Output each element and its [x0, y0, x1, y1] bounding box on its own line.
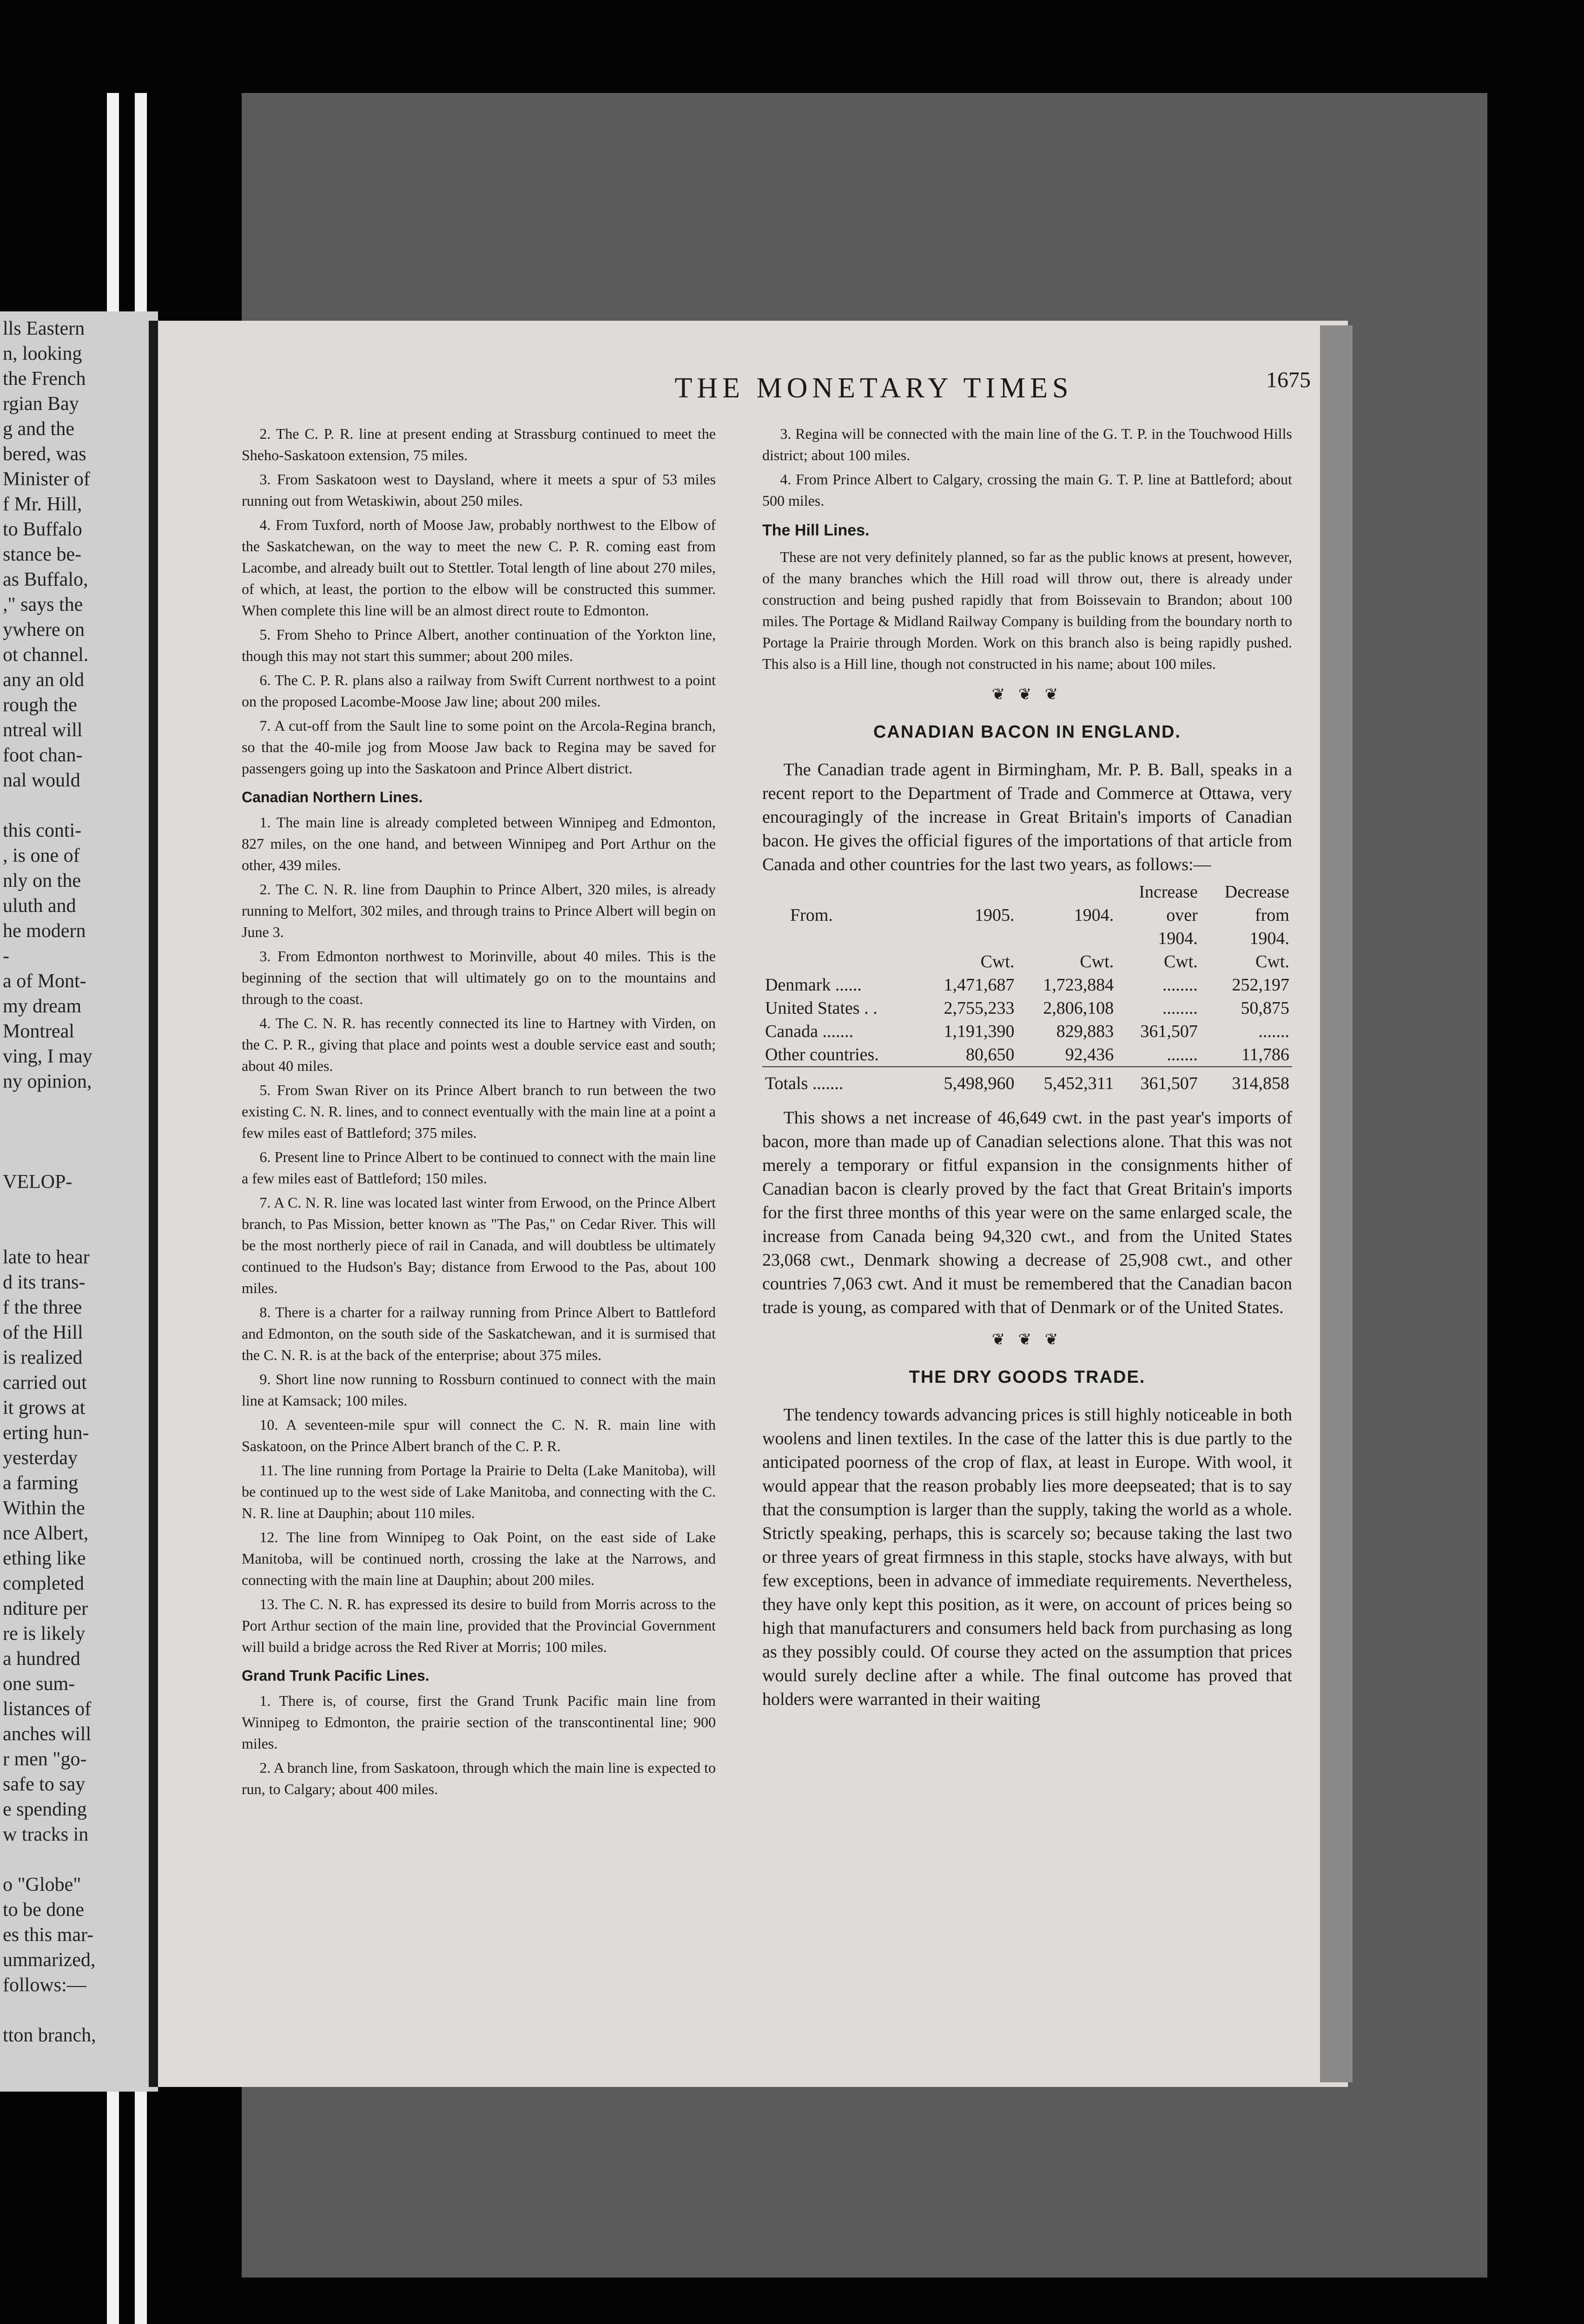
gtp-item: 4. From Prince Albert to Calgary, crossing the main G. T. P. line at Battleford; about 500 miles.	[762, 471, 1292, 509]
fragment-line: Minister of	[3, 469, 90, 490]
table-cell: .......	[1258, 1022, 1289, 1041]
cpr-item: 5. From Sheho to Prince Albert, another continuation of the Yorkton line, though this may not start this summer; about 200 miles.	[242, 626, 716, 664]
table-header-cell	[1017, 927, 1117, 950]
fragment-line: ummarized,	[3, 1949, 96, 1971]
cnr-item: 8. There is a charter for a railway running from Prince Albert to Battleford and Edmonton, on the south side of the Saskatchewan, and it is surmised that the C. N. R. is at the back of the enterprise; about 375 miles.	[242, 1304, 716, 1363]
fragment-line: d its trans-	[3, 1272, 86, 1293]
cnr-items	[242, 812, 716, 1657]
table-header-cell	[1017, 880, 1117, 904]
gtp-item: 3. Regina will be connected with the main line of the G. T. P. in the Touchwood Hills district; about 100 miles.	[762, 425, 1292, 463]
gtp-items	[242, 1690, 716, 1800]
table-row	[762, 997, 1292, 1020]
fragment-line: nal would	[3, 770, 80, 791]
dry-goods-body: The tendency towards advancing prices is still highly noticeable in both woolens and linen textiles. In the case of the latter this is due partly to the anticipated poorness of the crop of flax, at least in Europe. With wool, it would appear that the reason probably lies more deepseated; that is to say that the consumption is larger than the supply, taking the world as a whole. Strictly speaking, perhaps, this is scarcely so; because taking the last two or three years of great firmness in this staple, stocks have always, with but few exceptions, been in advance of immediate requirements. Nevertheless, they have only kept this position, as it were, on account of prices being so high that manufacturers and consumers held back from purchasing as long as they possibly could. Of course they acted on the assumption that prices would surely decline after a while. The final outcome has proved that holders were warranted in their waiting	[762, 1405, 1292, 1709]
fragment-line: my dream	[3, 996, 82, 1017]
bacon-body: This shows a net increase of 46,649 cwt. in the past year's imports of bacon, more than made up of Canadian selections alone. That this was not merely a temporary or fitful expansion in the consignments hither of Canadian bacon is clearly proved by the fact that Great Britain's imports for the first three months of this year were on the same enlarged scale, the increase from Canada being 94,320 cwt., and from the United States 23,068 cwt., Denmark showing a decrease of 25,908 cwt., and other countries 7,063 cwt. And it must be remembered that the Canadian bacon trade is young, as compared with that of Denmark or of the United States.	[762, 1108, 1292, 1317]
bacon-heading: CANADIAN BACON IN ENGLAND.	[873, 722, 1181, 742]
table-cell: 361,507	[1116, 1067, 1201, 1095]
table-header-cell: Increase	[1139, 882, 1198, 902]
fragment-line: es this mar-	[3, 1924, 94, 1946]
fragment-line: VELOP-	[3, 1171, 73, 1193]
gtp-heading: Grand Trunk Pacific Lines.	[242, 1667, 429, 1684]
table-cell: .......	[1167, 1045, 1198, 1064]
cnr-item: 2. The C. N. R. line from Dauphin to Prince Albert, 320 miles, is already running to Melfort, 302 miles, and through trains to Prince Albert will begin on June 3.	[242, 881, 716, 940]
fragment-line: rgian Bay	[3, 393, 79, 415]
table-unit-cell: Cwt.	[1164, 952, 1198, 971]
fragment-line: of the Hill	[3, 1322, 83, 1343]
previous-page-fragment	[0, 311, 158, 2092]
hill-heading: The Hill Lines.	[762, 522, 870, 539]
cnr-item: 5. From Swan River on its Prince Albert branch to run between the two existing C. N. R. lines, and to connect eventually with the main line at a point a few miles east of Battleford; 375 miles.	[242, 1082, 716, 1141]
table-header-cell	[762, 880, 918, 904]
cnr-item: 3. From Edmonton northwest to Morinville, about 40 miles. This is the beginning of the section that will ultimately go on to the mountains and through to the coast.	[242, 948, 716, 1007]
table-header-row	[762, 927, 1292, 950]
fragment-line: ething like	[3, 1548, 86, 1569]
fragment-line: f Mr. Hill,	[3, 494, 82, 515]
fragment-line: anches will	[3, 1723, 92, 1745]
table-cell: 1,723,884	[1043, 975, 1114, 995]
table-header-row	[762, 880, 1292, 904]
fragment-line: to be done	[3, 1899, 84, 1921]
fragment-line: ywhere on	[3, 619, 85, 640]
fragment-line: stance be-	[3, 544, 82, 565]
table-row	[762, 973, 1292, 997]
fragment-line: nditure per	[3, 1598, 88, 1619]
table-header-cell: 1904.	[1158, 929, 1198, 948]
fragment-line: re is likely	[3, 1623, 86, 1644]
fragment-line: erting hun-	[3, 1422, 89, 1444]
page-title: THE MONETARY TIMES	[674, 372, 1073, 404]
table-cell: 829,883	[1056, 1022, 1114, 1041]
table-cell: ........	[1162, 975, 1198, 995]
fragment-line: tton branch,	[3, 2025, 96, 2046]
fragment-line: ving, I may	[3, 1046, 92, 1067]
table-unit-row	[762, 950, 1292, 973]
fragment-line: foot chan-	[3, 745, 83, 766]
fragment-line: is realized	[3, 1347, 83, 1368]
fragment-line: carried out	[3, 1372, 87, 1393]
table-header-cell	[918, 880, 1017, 904]
bacon-import-table	[762, 880, 1292, 1095]
page-edge-shadow	[1320, 325, 1353, 2082]
fragment-line: n, looking	[3, 343, 82, 364]
cnr-item: 7. A C. N. R. line was located last winter from Erwood, on the Prince Albert branch, to Pas Mission, better known as "The Pas," on Cedar River. This will be the most northerly piece of rail in Canada, and will doubtless be ultimately continued to the Hudson's Bay; distance from Erwood to the Pas, about 100 miles.	[242, 1194, 716, 1296]
fragment-line: bered, was	[3, 443, 86, 465]
fragment-line: safe to say	[3, 1774, 86, 1795]
table-cell: 252,197	[1232, 975, 1289, 995]
section-ornament: ❦ ❦ ❦	[991, 1331, 1063, 1348]
table-cell-country: Other countries.	[765, 1045, 879, 1064]
fragment-line: as Buffalo,	[3, 569, 88, 590]
fragment-line: f the three	[3, 1297, 82, 1318]
fragment-line: completed	[3, 1573, 84, 1594]
table-header-row	[762, 904, 1292, 927]
fragment-line: listances of	[3, 1698, 92, 1720]
page-number: 1675	[1266, 368, 1311, 392]
fragment-line: w tracks in	[3, 1824, 89, 1845]
fragment-line: late to hear	[3, 1247, 90, 1268]
table-cell: 314,858	[1201, 1067, 1292, 1095]
table-unit-cell: Cwt.	[1080, 952, 1114, 971]
fragment-line: -	[3, 945, 9, 967]
fragment-line: it grows at	[3, 1397, 86, 1419]
fragment-line: the French	[3, 368, 86, 390]
section-ornament: ❦ ❦ ❦	[991, 686, 1063, 703]
table-header-cell	[762, 927, 918, 950]
fragment-line: Montreal	[3, 1021, 74, 1042]
cpr-item: 2. The C. P. R. line at present ending at Strassburg continued to meet the Sheho-Saskatoon extension, 75 miles.	[242, 425, 716, 463]
fragment-line: ," says the	[3, 594, 83, 615]
fragment-line: yesterday	[3, 1447, 78, 1469]
table-totals-row	[762, 1067, 1292, 1095]
fragment-line: this conti-	[3, 820, 82, 841]
fragment-line: rough the	[3, 694, 77, 716]
table-cell: 92,436	[1065, 1045, 1114, 1064]
fragment-line: a hundred	[3, 1648, 80, 1670]
bacon-intro: The Canadian trade agent in Birmingham, Mr. P. B. Ball, speaks in a recent report to the Department of Trade and Commerce at Ottawa, very encouragingly of the increase in Great Britain's imports of Canadian bacon. He gives the official figures of the importations of that article from Canada and other countries for the last two years, as follows:—	[762, 760, 1292, 874]
fragment-line: Within the	[3, 1498, 85, 1519]
table-unit-cell: Cwt.	[980, 952, 1015, 971]
fragment-line: r men "go-	[3, 1749, 87, 1770]
fragment-line: g and the	[3, 418, 74, 440]
fragment-line: , is one of	[3, 845, 80, 866]
table-cell: 5,498,960	[918, 1067, 1017, 1095]
table-cell: 5,452,311	[1017, 1067, 1117, 1095]
dry-goods-heading: THE DRY GOODS TRADE.	[909, 1367, 1146, 1387]
cnr-item: 10. A seventeen-mile spur will connect the C. N. R. main line with Saskatoon, on the Prince Albert branch of the C. P. R.	[242, 1416, 716, 1454]
cpr-item: 4. From Tuxford, north of Moose Jaw, probably northwest to the Elbow of the Saskatchewan, on the way to meet the new C. P. R. coming east from Lacombe, and already built out to Stettler. Total length of line about 270 miles, of which, at least, the portion to the elbow will be constructed this summer. When complete this line will be an almost direct route to Edmonton.	[242, 516, 716, 619]
fragment-line: nce Albert,	[3, 1523, 89, 1544]
fragment-line: a farming	[3, 1472, 79, 1494]
table-header-cell: 1905.	[975, 905, 1015, 925]
fragment-line: e spending	[3, 1799, 87, 1820]
table-header-cell	[918, 927, 1017, 950]
table-cell-country: Denmark ......	[765, 975, 862, 995]
gtp-item: 1. There is, of course, first the Grand Trunk Pacific main line from Winnipeg to Edmonton, the prairie section of the transcontinental line; 900 miles.	[242, 1692, 716, 1752]
table-cell-country: Totals .......	[762, 1067, 918, 1095]
table-cell: 80,650	[966, 1045, 1015, 1064]
fragment-line: he modern	[3, 920, 86, 942]
left-column	[242, 423, 716, 1802]
fragment-line: lls Eastern	[3, 318, 85, 339]
table-header-cell: 1904.	[1074, 905, 1114, 925]
fragment-line: uluth and	[3, 895, 76, 917]
table-header-cell: Decrease	[1224, 882, 1289, 902]
table-cell: 2,755,233	[944, 998, 1015, 1018]
fragment-line: ny opinion,	[3, 1071, 92, 1092]
cpr-item: 3. From Saskatoon west to Daysland, where it meets a spur of 53 miles running out from Wetaskiwin, about 250 miles.	[242, 471, 716, 509]
cnr-item: 1. The main line is already completed between Winnipeg and Edmonton, 827 miles, on the one hand, and between Winnipeg and Port Arthur on the other, 439 miles.	[242, 814, 716, 873]
table-cell: 2,806,108	[1043, 998, 1114, 1018]
table-cell: 1,471,687	[944, 975, 1015, 995]
table-cell: ........	[1162, 998, 1198, 1018]
fragment-line: to Buffalo	[3, 519, 82, 540]
cnr-heading: Canadian Northern Lines.	[242, 789, 423, 805]
cnr-item: 6. Present line to Prince Albert to be continued to connect with the main line a few miles east of Battleford; 150 miles.	[242, 1149, 716, 1187]
table-cell: 11,786	[1241, 1045, 1289, 1064]
table-cell-country: Canada .......	[765, 1022, 853, 1041]
table-cell: 361,507	[1140, 1022, 1198, 1041]
fragment-line: nly on the	[3, 870, 81, 891]
cpr-item: 7. A cut-off from the Sault line to some point on the Arcola-Regina branch, so that the 40-mile jog from Moose Jaw back to Regina may be saved for passengers going up into the Saskatoon and Prince Albert district.	[242, 717, 716, 777]
cnr-item: 11. The line running from Portage la Prairie to Delta (Lake Manitoba), will be continued up to the west side of Lake Manitoba, and connecting with the C. N. R. line at Dauphin; about 110 miles.	[242, 1462, 716, 1521]
table-cell: 50,875	[1241, 998, 1289, 1018]
table-unit-cell: Cwt.	[1255, 952, 1289, 971]
table-header-cell: over	[1166, 905, 1198, 925]
table-row	[762, 1043, 1292, 1067]
cnr-item: 9. Short line now running to Rossburn continued to connect with the main line at Kamsack; 100 miles.	[242, 1371, 716, 1409]
table-unit-cell	[762, 950, 918, 973]
fragment-line: follows:—	[3, 1974, 86, 1996]
table-cell-country: United States . .	[765, 998, 878, 1018]
cnr-item: 12. The line from Winnipeg to Oak Point, on the east side of Lake Manitoba, will be continued north, crossing the lake at the Narrows, and connecting with the main line at Dauphin; about 200 miles.	[242, 1529, 716, 1588]
table-row	[762, 1020, 1292, 1043]
fragment-line: ntreal will	[3, 720, 83, 741]
fragment-line: any an old	[3, 669, 84, 691]
newspaper-page	[158, 321, 1348, 2087]
table-header-cell: From.	[790, 905, 833, 925]
table-header-cell: 1904.	[1249, 929, 1289, 948]
table-cell: 1,191,390	[944, 1022, 1015, 1041]
cnr-item: 4. The C. N. R. has recently connected its line to Hartney with Virden, on the C. P. R., giving that place and points west a double service east and south; about 40 miles.	[242, 1015, 716, 1074]
fragment-line: one sum-	[3, 1673, 75, 1695]
hill-text: These are not very definitely planned, so far as the public knows at present, however, of the many branches which the Hill road will throw out, there is already under construction and being pushed rapidly that from Boissevain to Brandon; about 100 miles. The Portage & Midland Railway Company is building from the boundary north to Portage la Prairie through Morden. Work on this branch also is being rapidly pushed. This also is a Hill line, though not constructed in his name; about 100 miles.	[762, 548, 1292, 672]
fragment-line: o "Globe"	[3, 1874, 81, 1895]
gtp-item: 2. A branch line, from Saskatoon, through which the main line is expected to run, to Calgary; about 400 miles.	[242, 1759, 716, 1797]
right-column	[762, 423, 1292, 1714]
fragment-line: a of Mont-	[3, 971, 86, 992]
table-header-cell: from	[1255, 905, 1289, 925]
cnr-item: 13. The C. N. R. has expressed its desire to build from Morris across to the Port Arthur section of the main line, provided that the Provincial Government will build a bridge across the Red River at Morris; 100 miles.	[242, 1596, 716, 1655]
cpr-items	[242, 423, 716, 779]
fragment-line: ot channel.	[3, 644, 89, 666]
cpr-item: 6. The C. P. R. plans also a railway from Swift Current northwest to a point on the proposed Lacombe-Moose Jaw line; about 200 miles.	[242, 672, 716, 710]
